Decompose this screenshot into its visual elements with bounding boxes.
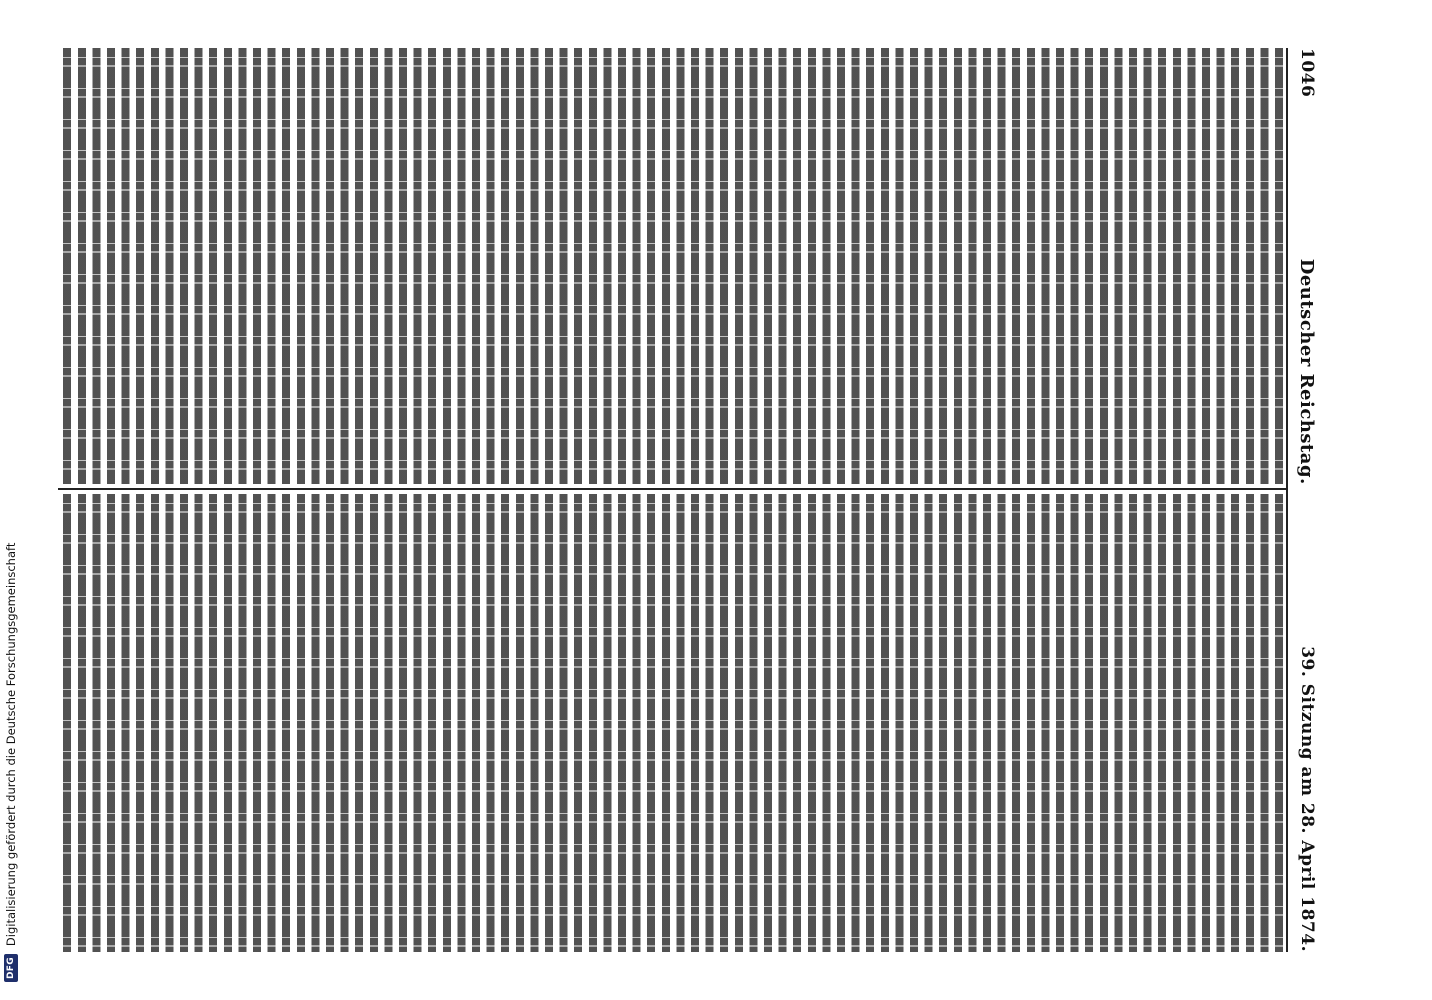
page-number: 1046 [1297, 48, 1317, 98]
column-divider [58, 488, 1288, 490]
digitization-credit: Digitalisierung gefördert durch die Deutsche Forschungsgemeinschaft [4, 542, 18, 947]
text-column-left [58, 48, 1286, 484]
page-header [1294, 48, 1320, 952]
text-column-right [58, 494, 1286, 952]
digitization-footer [0, 0, 22, 1000]
publication-title: Deutscher Reichstag. [1296, 258, 1318, 485]
fraktur-text-block [58, 48, 1286, 484]
column-first-line [58, 48, 59, 49]
newspaper-page [58, 48, 1320, 952]
session-line: 39. Sitzung am 28. April 1874. [1297, 646, 1317, 952]
fraktur-text-block [58, 494, 1286, 952]
dfg-logo: DFG [4, 954, 18, 982]
column-first-line [58, 494, 59, 495]
header-rule [1286, 48, 1288, 952]
